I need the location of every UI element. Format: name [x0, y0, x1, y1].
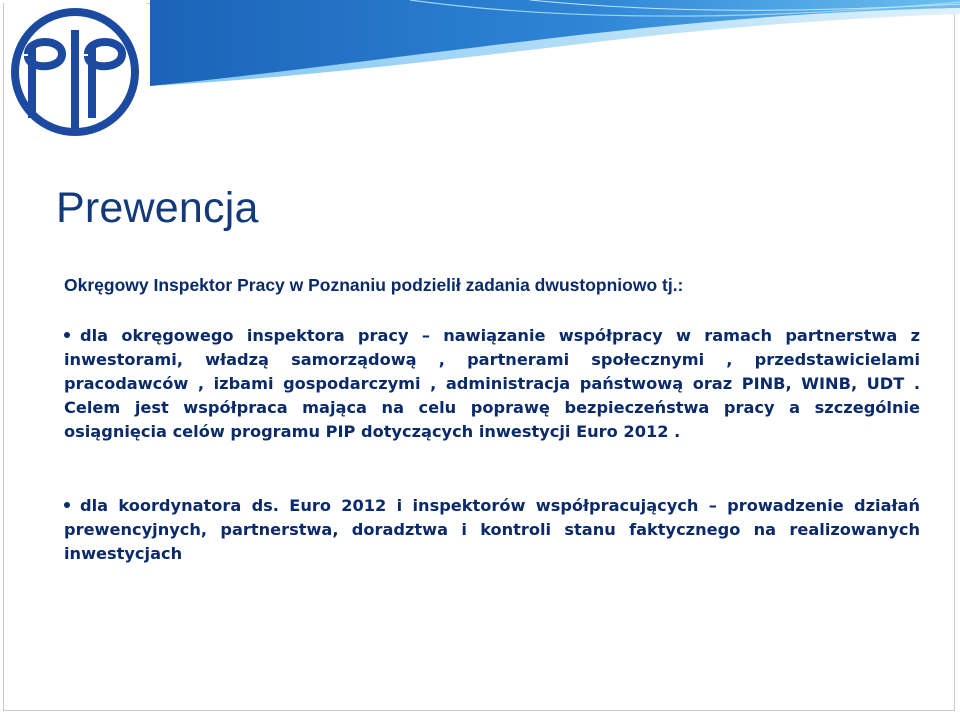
intro-text: Okręgowy Inspektor Pracy w Poznaniu podzielił zadania dwustopniowo tj.: [64, 275, 684, 295]
header-wave-banner [150, 0, 960, 86]
bullet-text: dla okręgowego inspektora pracy – nawiązanie współpracy w ramach partnerstwa z inwestorami, władzą samorządową , partnerami społecznymi , przedstawicielami pracodawców , izbami gospodarczymi , administracja państwową oraz PINB, WINB, UDT . Celem jest współpraca mająca na celu poprawę bezpieczeństwa pracy a szczególnie osiągnięcia celów programu PIP dotyczących inwestycji Euro 2012 . [64, 326, 920, 441]
bullet-item [64, 494, 920, 566]
pip-logo-icon [4, 0, 147, 143]
bullet-item [64, 324, 920, 444]
bullet-icon [64, 332, 70, 338]
bullet-icon [64, 502, 70, 508]
slide-title: Prewencja [56, 184, 259, 232]
bullet-text: dla koordynatora ds. Euro 2012 i inspektorów współpracujących – prowadzenie działań prewencyjnych, partnerstwa, doradztwa i kontroli stanu faktycznego na realizowanych inwestycjach [64, 496, 920, 563]
pip-logo [4, 0, 147, 143]
